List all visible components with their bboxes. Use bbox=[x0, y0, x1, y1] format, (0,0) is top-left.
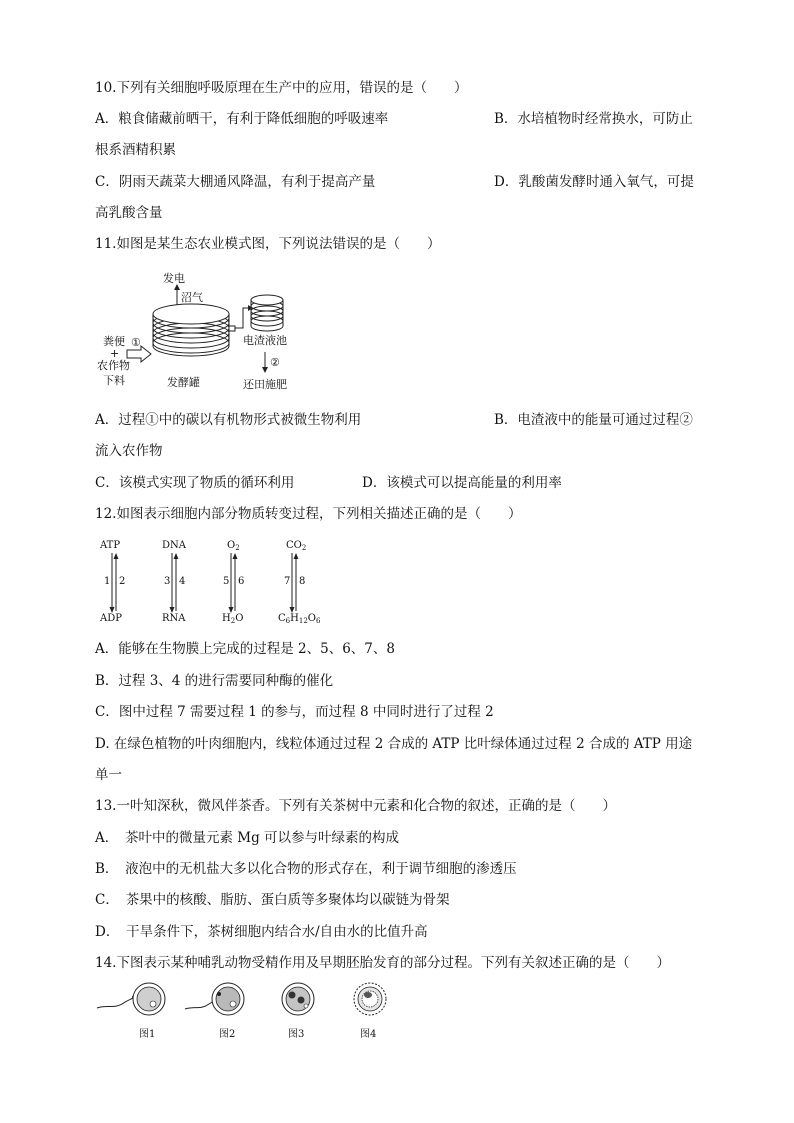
label-dna: DNA bbox=[162, 540, 186, 551]
label-fig-1: 图1 bbox=[139, 1029, 156, 1040]
o2-h2o-pair bbox=[222, 540, 244, 625]
atp-adp-pair bbox=[99, 540, 125, 624]
q11-option-b: B．电渣液中的能量可通过过程② bbox=[494, 412, 693, 428]
fermentation-tank bbox=[153, 304, 235, 356]
q13-stem: 13.一叶知深秋，微风伴茶香。下列有关茶树中元素和化合物的叙述，正确的是（ ） bbox=[95, 798, 616, 814]
q12-option-d: D. 在绿色植物的叶肉细胞内，线粒体通过过程 2 合成的 ATP 比叶绿体通过过程 2 合成的 ATP 用途 bbox=[95, 736, 693, 752]
q12-option-a: A．能够在生物膜上完成的过程是 2、5、6、7、8 bbox=[95, 641, 395, 657]
q10-option-c: C．阴雨天蔬菜大棚通风降温，有利于提高产量 bbox=[95, 174, 376, 190]
q13-option-a: A． 茶叶中的微量元素 Mg 可以参与叶绿素的构成 bbox=[95, 830, 400, 846]
q12-option-d-cont: 单一 bbox=[95, 767, 122, 783]
label-fig-4: 图4 bbox=[360, 1029, 377, 1040]
q10-option-a: A．粮食储藏前晒干，有利于降低细胞的呼吸速率 bbox=[95, 111, 389, 127]
q11-option-a: A．过程①中的碳以有机物形式被微生物利用 bbox=[95, 412, 362, 428]
figure-3-pronuclei bbox=[282, 983, 314, 1040]
label-adp: ADP bbox=[100, 613, 122, 624]
eco-agriculture-diagram bbox=[95, 268, 315, 393]
label-h2o: $H_2O$ bbox=[222, 613, 244, 625]
label-process-8: 8 bbox=[299, 576, 306, 587]
label-process-6: 6 bbox=[238, 576, 245, 587]
dna-rna-pair bbox=[162, 540, 187, 624]
label-process-1: 1 bbox=[104, 576, 111, 587]
label-plus: + bbox=[110, 347, 120, 360]
fertilization-figures bbox=[95, 980, 405, 1045]
label-residue-pool: 电渣液池 bbox=[243, 334, 287, 347]
q11-option-c: C．该模式实现了物质的循环利用 bbox=[95, 475, 295, 491]
label-process-2: 2 bbox=[119, 576, 126, 587]
figure-1-sperm-egg bbox=[97, 983, 165, 1040]
q13-option-d: D． 干旱条件下，茶树细胞内结合水/自由水的比值升高 bbox=[95, 924, 428, 940]
label-process-7: 7 bbox=[284, 576, 291, 587]
q10-option-b: B．水培植物时经常换水，可防止 bbox=[494, 111, 693, 127]
co2-glucose-pair bbox=[278, 540, 321, 625]
q11-option-d: D．该模式可以提高能量的利用率 bbox=[362, 475, 562, 491]
q13-option-b: B． 液泡中的无机盐大多以化合物的形式存在，利于调节细胞的渗透压 bbox=[95, 861, 517, 877]
label-step-1: ① bbox=[131, 336, 141, 349]
label-fig-3: 图3 bbox=[288, 1029, 305, 1040]
q10-option-d-cont: 高乳酸含量 bbox=[95, 205, 163, 221]
label-fertilize: 还田施肥 bbox=[243, 378, 287, 391]
q14-stem: 14.下图表示某种哺乳动物受精作用及早期胚胎发育的部分过程。下列有关叙述正确的是（ ） bbox=[95, 955, 670, 971]
label-o2: $O_2$ bbox=[227, 540, 240, 552]
label-co2: $CO_2$ bbox=[286, 540, 307, 552]
q11-option-b-cont: 流入农作物 bbox=[95, 443, 163, 459]
label-rna: RNA bbox=[162, 613, 186, 624]
label-fermentation-tank: 发酵罐 bbox=[167, 376, 200, 389]
label-input-feed: 下料 bbox=[103, 374, 125, 387]
q10-option-d: D．乳酸菌发酵时通入氧气，可提 bbox=[494, 174, 694, 190]
label-input-manure: 粪便 bbox=[103, 335, 125, 348]
figure-2-sperm-entering bbox=[185, 983, 244, 1040]
q10-option-b-cont: 根系酒精积累 bbox=[95, 142, 176, 158]
q11-stem: 11.如图是某生态农业模式图，下列说法错误的是（ ） bbox=[95, 236, 441, 252]
label-process-4: 4 bbox=[179, 576, 186, 587]
q10-stem: 10.下列有关细胞呼吸原理在生产中的应用，错误的是（ ） bbox=[95, 80, 468, 96]
label-fig-2: 图2 bbox=[219, 1029, 236, 1040]
q12-stem: 12.如图表示细胞内部分物质转变过程，下列相关描述正确的是（ ） bbox=[95, 506, 522, 522]
residue-pool bbox=[251, 295, 283, 331]
label-power: 发电 bbox=[163, 272, 185, 285]
figure-4-blastocyst bbox=[354, 983, 386, 1040]
label-process-5: 5 bbox=[223, 576, 230, 587]
label-atp: ATP bbox=[100, 540, 121, 551]
q13-option-c: C． 茶果中的核酸、脂肪、蛋白质等多聚体均以碳链为骨架 bbox=[95, 892, 450, 908]
q12-option-c: C．图中过程 7 需要过程 1 的参与，而过程 8 中同时进行了过程 2 bbox=[95, 704, 494, 720]
substance-conversion-diagram bbox=[98, 537, 328, 627]
label-process-3: 3 bbox=[164, 576, 171, 587]
label-input-crops: 农作物 bbox=[97, 359, 130, 372]
label-glucose: $C_6H_{12}O_6$ bbox=[278, 613, 321, 625]
label-step-2: ② bbox=[270, 356, 280, 369]
q12-option-b: B．过程 3、4 的进行需要同种酶的催化 bbox=[95, 673, 334, 689]
label-biogas: 沼气 bbox=[181, 291, 203, 304]
